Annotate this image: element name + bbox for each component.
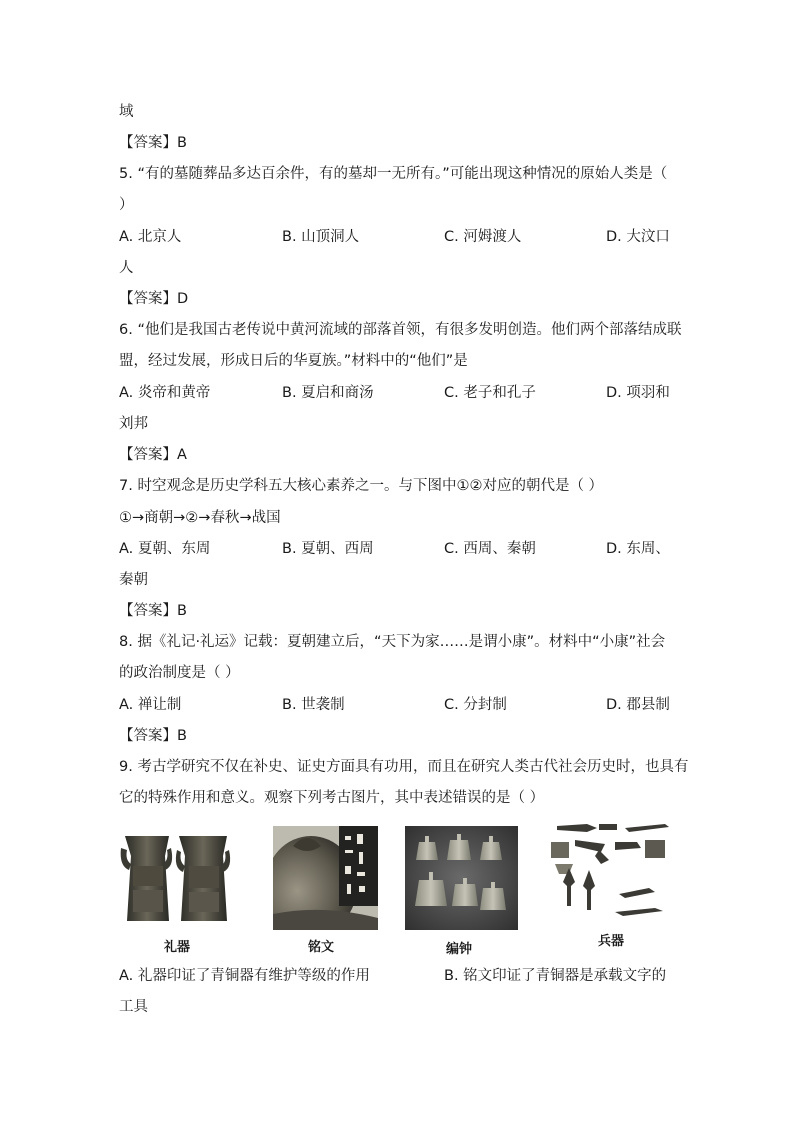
q8-option-c: C. 分封制 [444, 697, 507, 713]
q6-option-c: C. 老子和孔子 [444, 385, 536, 401]
q7-option-d-wrap: 秦朝 [119, 572, 148, 588]
caption-weapons: 兵器 [598, 934, 625, 949]
q8-option-a: A. 禅让制 [119, 697, 182, 713]
weapons-photo [549, 820, 671, 928]
text-fragment: 域 [119, 104, 134, 120]
q6-option-d: D. 项羽和 [606, 385, 670, 401]
q6-option-b: B. 夏启和商汤 [282, 385, 374, 401]
caption-inscription: 铭文 [308, 940, 335, 955]
q5-option-d: D. 大汶口 [606, 229, 670, 245]
q6-answer: 【答案】A [119, 447, 187, 463]
q7-option-b: B. 夏朝、西周 [282, 541, 374, 557]
q9-option-a: A. 礼器印证了青铜器有维护等级的作用 [119, 968, 370, 984]
q5-option-c: C. 河姆渡人 [444, 229, 522, 245]
q5-stem-line2: ） [119, 197, 134, 213]
q9-stem-line1: 9. 考古学研究不仅在补史、证史方面具有功用，而且在研究人类古代社会历史时，也具有 [119, 759, 689, 775]
q6-stem-line2: 盟，经过发展，形成日后的华夏族。”材料中的“他们”是 [119, 353, 468, 369]
q7-option-d: D. 东周、 [606, 541, 670, 557]
q7-option-a: A. 夏朝、东周 [119, 541, 211, 557]
inscription-photo [273, 826, 378, 930]
q7-answer: 【答案】B [119, 603, 187, 619]
q4-answer: 【答案】B [119, 135, 187, 151]
q8-option-b: B. 世袭制 [282, 697, 345, 713]
bianzhong-bells-photo [405, 826, 518, 930]
q7-stem-line1: 7. 时空观念是历史学科五大核心素养之一。与下图中①②对应的朝代是（ ） [119, 478, 604, 494]
q5-option-d-wrap: 人 [119, 260, 134, 276]
q5-stem-line1: 5. “有的墓随葬品多达百余件，有的墓却一无所有。”可能出现这种情况的原始人类是（ [119, 166, 668, 182]
caption-ritual-vessel: 礼器 [164, 940, 191, 955]
q6-option-d-wrap: 刘邦 [119, 416, 148, 432]
ritual-vessel-photo [119, 826, 234, 930]
q5-answer: 【答案】D [119, 291, 189, 307]
caption-bianzhong: 编钟 [446, 942, 473, 957]
q5-option-b: B. 山顶洞人 [282, 229, 360, 245]
q8-stem-line2: 的政治制度是（ ） [119, 665, 240, 681]
q8-option-d: D. 郡县制 [606, 697, 670, 713]
q8-stem-line1: 8. 据《礼记·礼运》记载：夏朝建立后，“天下为家……是谓小康”。材料中“小康”社会 [119, 634, 666, 650]
q6-option-a: A. 炎帝和黄帝 [119, 385, 211, 401]
q8-answer: 【答案】B [119, 728, 187, 744]
q9-stem-line2: 它的特殊作用和意义。观察下列考古图片，其中表述错误的是（ ） [119, 790, 545, 806]
q6-stem-line1: 6. “他们是我国古老传说中黄河流域的部落首领，有很多发明创造。他们两个部落结成联 [119, 322, 682, 338]
q7-option-c: C. 西周、秦朝 [444, 541, 536, 557]
q7-timeline: ①→商朝→②→春秋→战国 [119, 510, 281, 526]
q9-option-b-wrap: 工具 [119, 999, 148, 1015]
q5-option-a: A. 北京人 [119, 229, 182, 245]
q9-option-b: B. 铭文印证了青铜器是承载文字的 [444, 968, 667, 984]
